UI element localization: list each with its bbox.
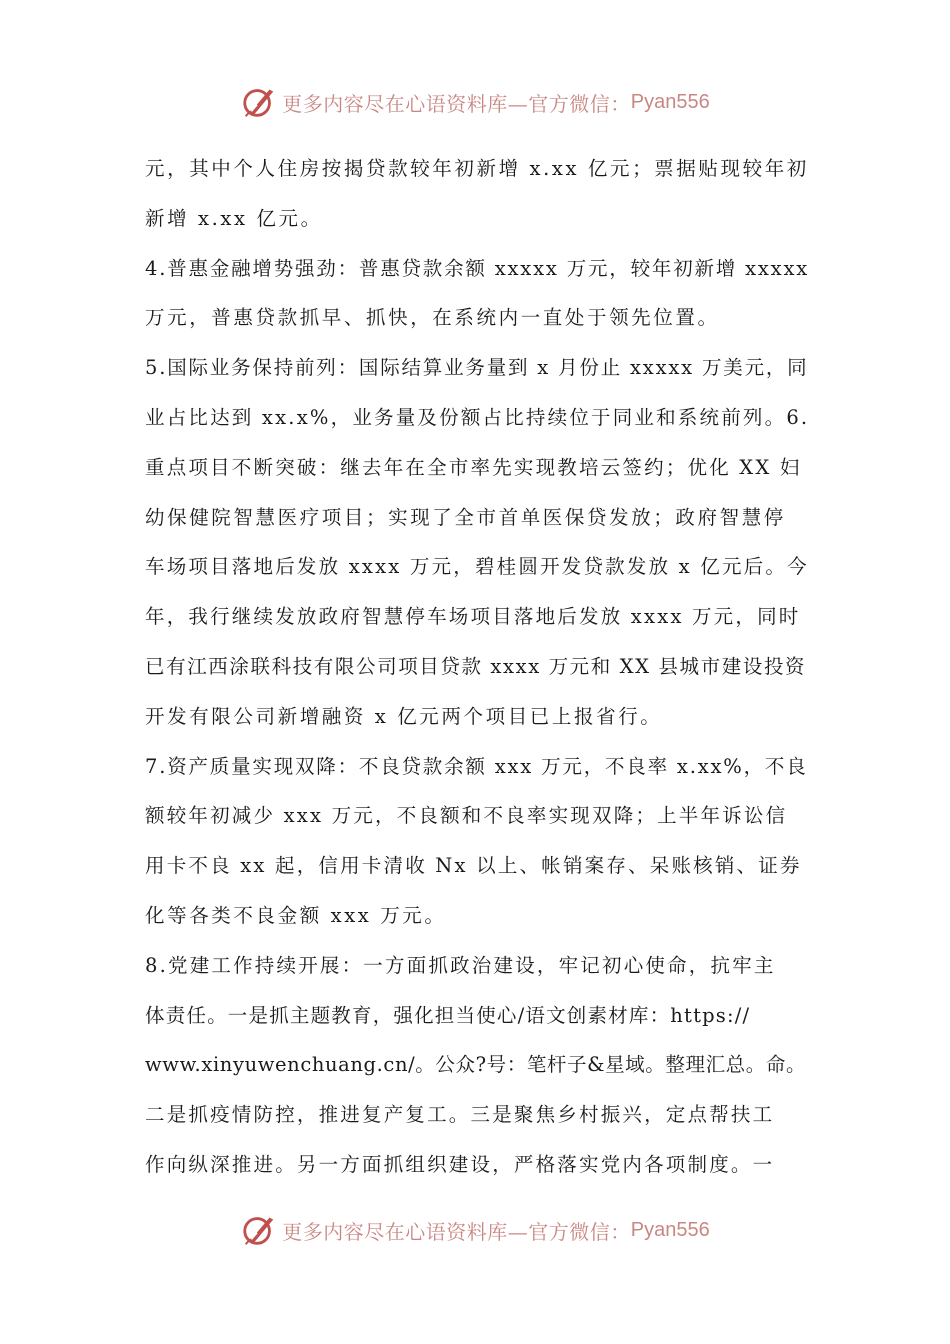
body-line: 用卡不良 xx 起，信用卡清收 Nx 以上、帐销案存、呆账核销、证券: [145, 854, 802, 878]
footer-wechat-id: Pyan556: [630, 1218, 710, 1241]
body-line: 万元，普惠贷款抓早、抓快，在系统内一直处于领先位置。: [145, 306, 720, 330]
body-line: 业占比达到 xx.x%，业务量及份额占比持续位于同业和系统前列。6.: [145, 405, 810, 429]
document-body: [145, 144, 810, 1190]
header-wechat-id: Pyan556: [630, 90, 710, 113]
body-line: 额较年初减少 xxx 万元，不良额和不良率实现双降；上半年诉讼信: [145, 804, 788, 828]
body-line: 新增 x.xx 亿元。: [145, 206, 323, 230]
body-line: 体责任。一是抓主题教育，强化担当使心/语文创素材库：https://: [145, 1003, 751, 1027]
body-line: 化等各类不良金额 xxx 万元。: [145, 903, 447, 927]
body-line: 已有江西涂联科技有限公司项目贷款 xxxx 万元和 XX 县城市建设投资: [145, 654, 807, 678]
body-line: 作向纵深推进。另一方面抓组织建设，严格落实党内各项制度。一: [145, 1152, 775, 1176]
quill-logo-icon: [240, 1211, 278, 1249]
body-line: 二是抓疫情防控，推进复产复工。三是聚焦乡村振兴，定点帮扶工: [145, 1103, 775, 1127]
header-banner-text: 更多内容尽在心语资料库—官方微信：: [282, 91, 631, 116]
footer-banner: [0, 1208, 950, 1252]
body-line: 开发有限公司新增融资 x 亿元两个项目已上报省行。: [145, 704, 663, 728]
body-line: 重点项目不断突破：继去年在全市率先实现教培云签约；优化 XX 妇: [145, 455, 802, 479]
body-line: 7.资产质量实现双降：不良贷款余额 xxx 万元，不良率 x.xx%，不良: [145, 754, 808, 778]
body-line: 5.国际业务保持前列：国际结算业务量到 x 月份止 xxxxx 万美元，同: [145, 356, 809, 380]
body-line: 元，其中个人住房按揭贷款较年初新增 x.xx 亿元；票据贴现较年初: [145, 157, 809, 180]
quill-logo-icon: [240, 83, 278, 121]
body-line: 8.党建工作持续开展：一方面抓政治建设，牢记初心使命，抗牢主: [145, 953, 776, 977]
footer-banner-text: 更多内容尽在心语资料库—官方微信：: [282, 1219, 631, 1244]
body-line: www.xinyuwenchuang.cn/。公众?号：笔杆子&星域。整理汇总。命。: [145, 1053, 807, 1077]
body-line: 车场项目落地后发放 xxxx 万元，碧桂圆开发贷款发放 x 亿元后。今: [145, 555, 809, 579]
header-banner: [0, 80, 950, 124]
body-line: 4.普惠金融增势强劲：普惠贷款余额 xxxxx 万元，较年初新增 xxxxx: [145, 256, 810, 280]
body-line: 幼保健院智慧医疗项目；实现了全市首单医保贷发放；政府智慧停: [145, 505, 786, 529]
body-line: 年，我行继续发放政府智慧停车场项目落地后发放 xxxx 万元，同时: [145, 605, 801, 629]
